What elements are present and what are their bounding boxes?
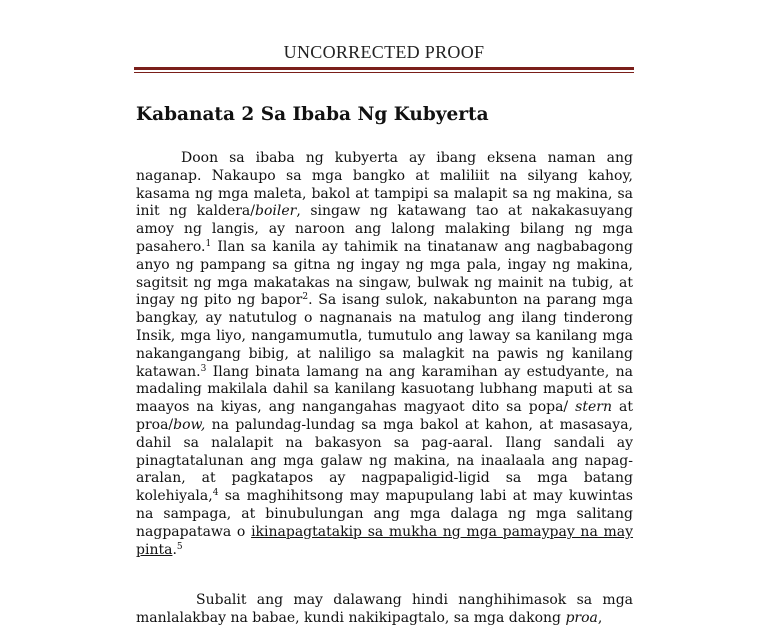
p1-text-3: Ilan sa kanila ay tahimik na tinatanaw ang nagbabagong anyo ng pampang sa gitna ng ingay ng mga pala, ingay ng makina, sagitsit ng mga makatakas na singaw, bulwak ng mainit na tubig, at ingay ng pito ng bapor — [136, 238, 633, 309]
page-header: UNCORRECTED PROOF — [283, 42, 485, 62]
paragraph-1 — [136, 150, 633, 559]
footnote-ref-4[interactable]: 4 — [212, 488, 219, 499]
header-rule-thick — [134, 67, 634, 70]
p1-text-6: at proa/ — [136, 399, 633, 433]
p1-italic-boiler: boiler — [255, 203, 297, 220]
p2-text-1: Subalit ang may dalawang hindi nanghihimasok sa mga manlalakbay na babae, kundi nakikipagtalo, sa mga dakong — [136, 592, 633, 626]
p1-text-2: , singaw ng katawang tao at nakakasuyang amoy ng langis, ay naroon ang lalong malaking bilang ng mga pasahero. — [136, 203, 633, 255]
chapter-title: Kabanata 2 Sa Ibaba Ng Kubyerta — [136, 104, 489, 125]
footnote-ref-1[interactable]: 1 — [205, 238, 212, 249]
p1-text-9: . — [172, 541, 177, 558]
p1-text-4: . Sa isang sulok, nakabunton na parang mga bangkay, ay natutulog o nagnanais na matulog ang ilang tinderong Insik, mga liyo, nangamumutla, tumutulo ang laway sa kanilang mga nakangangang bibig, at naliligo sa malagkit na pawis ng kanilang katawan. — [136, 292, 633, 380]
footnote-ref-2[interactable]: 2 — [302, 292, 309, 303]
p1-italic-bow: bow, — [173, 416, 206, 433]
paragraph-2 — [136, 592, 633, 628]
p1-italic-stern: stern — [568, 399, 612, 416]
p1-underlined-phrase: ikinapagtatakip sa mukha ng mga pamaypay na may pinta — [136, 523, 634, 558]
header-rule-thin — [134, 72, 634, 73]
p2-text-2: , — [597, 609, 603, 626]
p1-text-1: Doon sa ibaba ng kubyerta ay ibang eksena naman ang naganap. Nakaupo sa mga bangko at maliliit na silyang kahoy, kasama ng mga maleta, bakol at tampipi sa malapit sa ng makina, sa init ng kaldera/ — [136, 150, 633, 220]
footnote-ref-3[interactable]: 3 — [200, 363, 207, 374]
footnote-ref-5[interactable]: 5 — [176, 541, 183, 552]
p1-text-5: Ilang binata lamang na ang karamihan ay estudyante, na madaling makilala dahil sa kanilang kasuotang lubhang maputi at sa maayos na kiyas, ang nangangahas magyaot dito sa popa/ — [136, 363, 633, 416]
p1-text-7: na palundag-lundag sa mga bakol at kahon, at masasaya, dahil sa nalalapit na bakasyon sa pag-aaral. Ilang sandali ay pinagtatalunan ang mga galaw ng makina, na inaalaala ang napag-aralan, at pagkatapos ay nagpapaligid-ligid sa mga batang kolehiyala, — [136, 416, 633, 505]
p1-text-8: sa maghihitsong may mapupulang labi at may kuwintas na sampaga, at binubulungan ang mga dalaga ng mga salitang nagpapatawa o — [136, 488, 633, 540]
p2-italic-proa: proa — [565, 609, 598, 626]
